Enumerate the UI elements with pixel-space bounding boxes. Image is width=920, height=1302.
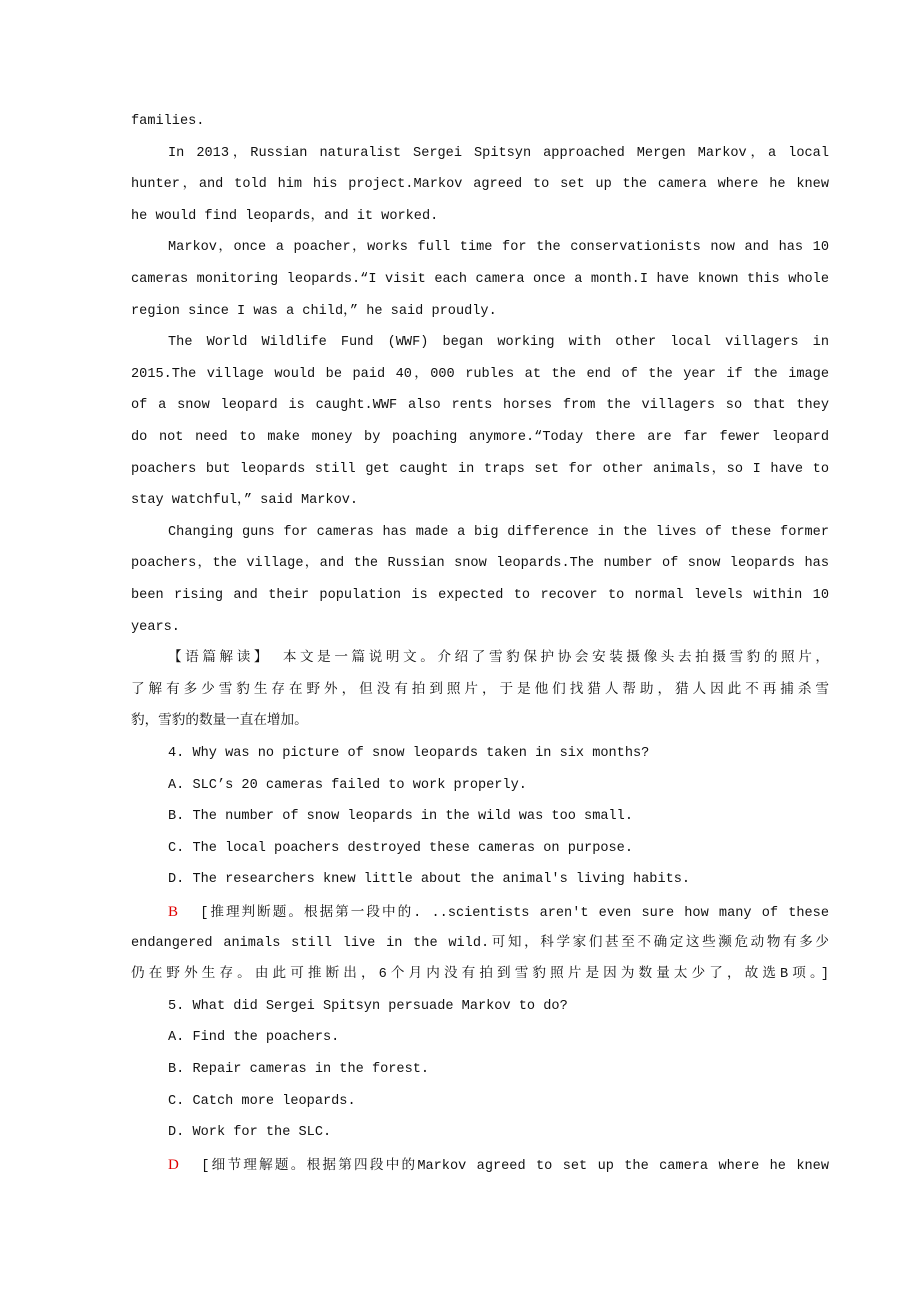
text-line (131, 396, 829, 416)
line-text: Markov，once a poacher，works full time for the conservationists now and has 10 (168, 240, 829, 256)
text-line (131, 175, 829, 195)
text-line (168, 649, 829, 669)
line-text: endangered animals still live in the wild.可知，科学家们甚至不确定这些濒危动物有多少 (131, 935, 829, 951)
line-text: poachers but leopards still get caught in traps set for other animals，so I have to (131, 461, 829, 477)
text-line (131, 365, 829, 385)
line-text: 了解有多少雪豹生存在野外，但没有拍到照片，于是他们找猎人帮助，猎人因此不再捕杀雪 (131, 682, 829, 698)
line-text: 2015.The village would be paid 40，000 rubles at the end of the year if the image (131, 366, 829, 382)
text-line (168, 1028, 829, 1048)
line-text: 5. What did Sergei Spitsyn persuade Markov to do? (168, 998, 568, 1014)
text-line (168, 776, 829, 796)
answer-key: D (168, 1156, 179, 1173)
text-line (168, 870, 829, 890)
line-text: do not need to make money by poaching anymore.“Today there are far fewer leopard (131, 430, 829, 445)
text-line (131, 207, 829, 227)
line-text: C. Catch more leopards. (168, 1093, 356, 1109)
answer-key: B (168, 904, 179, 920)
line-text: B. Repair cameras in the forest. (168, 1062, 430, 1077)
text-line (168, 1060, 829, 1080)
line-text: stay watchful，” said Markov. (131, 493, 359, 509)
line-text: of a snow leopard is caught.WWF also rents horses from the villagers so that they (131, 398, 829, 414)
line-text: A. Find the poachers. (168, 1030, 340, 1046)
line-text: 仍在野外生存。由此可推断出，6个月内没有拍到雪豹照片是因为数量太少了，故选B项。] (131, 967, 829, 983)
text-line (131, 491, 829, 511)
line-text: Changing guns for cameras has made a big difference in the lives of these former (168, 524, 829, 540)
line-text: families. (131, 114, 205, 129)
text-line (131, 934, 829, 954)
line-text: The World Wildlife Fund (WWF) began working with other local villagers in (168, 335, 829, 351)
text-line (131, 681, 829, 701)
line-text: 【语篇解读】 本文是一篇说明文。介绍了雪豹保护协会安装摄像头去拍摄雪豹的照片， (168, 651, 829, 667)
text-line (131, 965, 829, 985)
text-line (131, 270, 829, 290)
text-line (168, 807, 829, 827)
line-text: [推理判断题。根据第一段中的. ..scientists aren't even sure how many of these (200, 906, 829, 921)
text-line (168, 333, 829, 353)
text-line (131, 302, 829, 322)
text-line (168, 997, 829, 1017)
text-line (168, 744, 829, 764)
text-line (131, 586, 829, 606)
text-line (168, 523, 829, 543)
text-line (168, 839, 829, 859)
text-line (131, 618, 829, 638)
line-text: region since I was a child，” he said proudly. (131, 303, 497, 319)
answer-explanation-line (168, 1155, 829, 1177)
line-text: 豹，雪豹的数量一直在增加。 (131, 714, 308, 730)
line-text: 4. Why was no picture of snow leopards taken in six months? (168, 746, 650, 761)
line-text: A. SLC’s 20 cameras failed to work properly. (168, 777, 527, 793)
line-text: D. Work for the SLC. (168, 1125, 332, 1141)
line-text: poachers，the village，and the Russian snow leopards.The number of snow leopards has (131, 556, 829, 572)
line-text: years. (131, 619, 180, 635)
text-line (131, 112, 829, 132)
text-line (131, 554, 829, 574)
text-line (131, 712, 829, 732)
text-line (168, 238, 829, 258)
line-text: In 2013，Russian naturalist Sergei Spitsyn approached Mergen Markov，a local (168, 145, 829, 161)
text-line (168, 1123, 829, 1143)
text-line (131, 428, 829, 448)
line-text: hunter，and told him his project.Markov agreed to set up the camera where he knew (131, 177, 829, 193)
line-text: D. The researchers knew little about the animal's living habits. (168, 872, 691, 888)
text-line (168, 1092, 829, 1112)
line-text: he would find leopards，and it worked. (131, 208, 439, 224)
line-text: [细节理解题。根据第四段中的Markov agreed to set up the camera where he knew (201, 1158, 829, 1174)
line-text: cameras monitoring leopards.“I visit each camera once a month.I have known this whole (131, 272, 829, 287)
line-text: C. The local poachers destroyed these cameras on purpose. (168, 840, 633, 856)
line-text: B. The number of snow leopards in the wild was too small. (168, 809, 633, 825)
text-line (131, 460, 829, 480)
text-line (168, 144, 829, 164)
line-text: been rising and their population is expected to recover to normal levels within 10 (131, 588, 829, 603)
answer-explanation-line (168, 902, 829, 924)
